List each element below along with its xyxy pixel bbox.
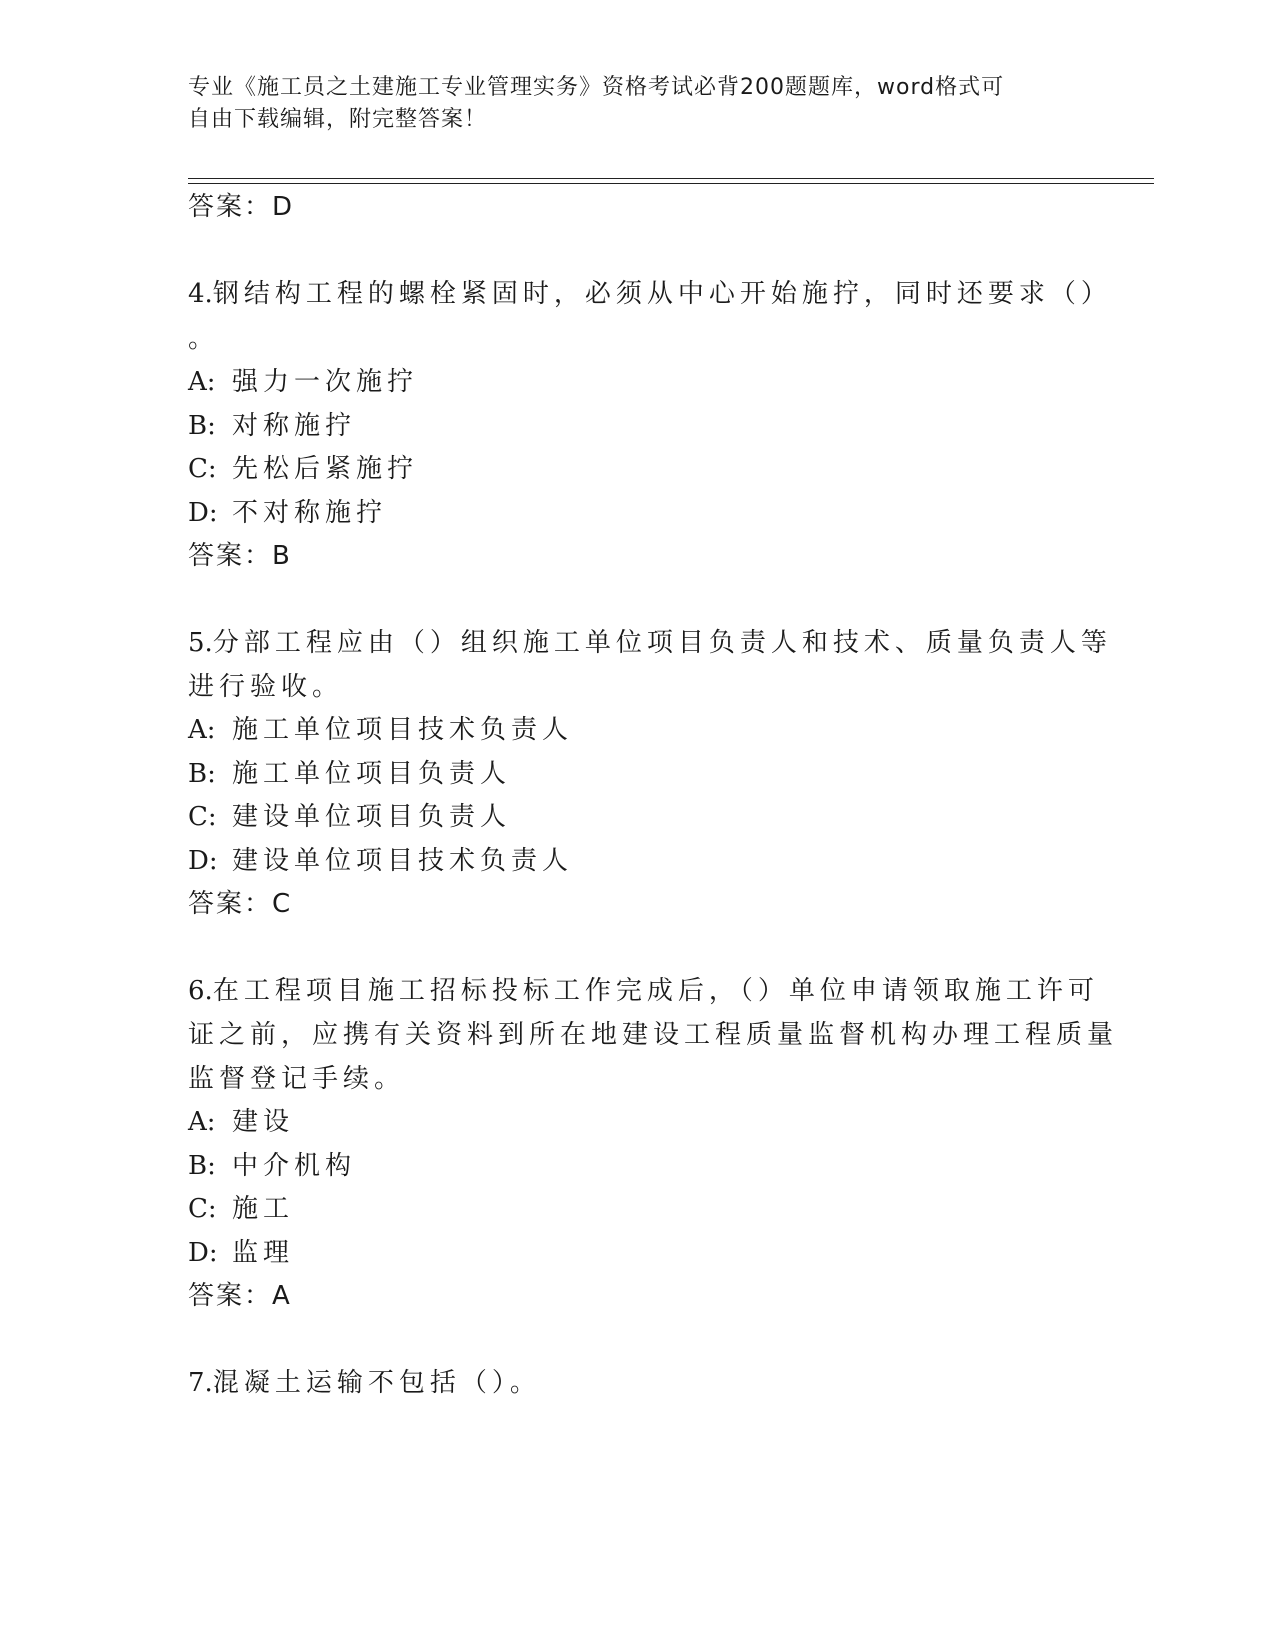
question-6-line-2: 证之前，应携有关资料到所在地建设工程质量监督机构办理工程质量 [188, 1020, 1119, 1050]
option-text: 强力一次施拧 [232, 367, 419, 397]
question-number: 6. [188, 976, 213, 1006]
header-line-2: 自由下载编辑，附完整答案！ [188, 107, 488, 132]
header-divider-bottom [188, 183, 1154, 184]
question-6-option-c [188, 1188, 294, 1225]
option-letter: B: [188, 759, 216, 789]
option-letter: B: [188, 411, 216, 441]
option-letter: B: [188, 1151, 216, 1181]
option-text: 建设单位项目技术负责人 [232, 846, 574, 876]
option-text: 建设单位项目负责人 [232, 802, 512, 832]
question-4-option-c [188, 448, 418, 485]
option-letter: A: [188, 1107, 216, 1137]
question-text: 分部工程应由（）组织施工单位项目负责人和技术、质量负责人等 [212, 628, 1112, 658]
option-letter: A: [188, 367, 216, 397]
option-letter: D: [188, 846, 218, 876]
question-5-option-c [188, 796, 511, 833]
option-text: 施工 [232, 1194, 295, 1224]
question-text: 混凝土运输不包括（）。 [212, 1368, 541, 1398]
question-number: 7. [188, 1368, 213, 1398]
question-4-line-1 [188, 273, 1112, 310]
question-4-line-2: 。 [188, 324, 220, 354]
question-number: 5. [188, 628, 213, 658]
question-4-option-b [188, 405, 356, 442]
option-letter: C: [188, 802, 217, 832]
option-text: 对称施拧 [232, 411, 357, 441]
answer-q6: 答案：A [188, 1281, 292, 1311]
option-text: 不对称施拧 [232, 498, 388, 528]
question-5-line-2: 进行验收。 [188, 672, 344, 702]
option-text: 施工单位项目技术负责人 [232, 715, 574, 745]
header-line-1: 专业《施工员之土建施工专业管理实务》资格考试必背200题题库，word格式可 [188, 75, 1005, 100]
question-6-option-d [188, 1232, 294, 1269]
option-text: 先松后紧施拧 [232, 454, 419, 484]
question-4-option-d [188, 492, 387, 529]
question-7-line-1 [188, 1362, 541, 1399]
question-text: 钢结构工程的螺栓紧固时，必须从中心开始施拧，同时还要求（） [212, 279, 1112, 309]
option-letter: D: [188, 1238, 218, 1268]
option-text: 施工单位项目负责人 [232, 759, 512, 789]
option-letter: C: [188, 454, 217, 484]
question-5-option-d [188, 840, 573, 877]
question-5-option-a [188, 709, 573, 746]
question-6-line-3: 监督登记手续。 [188, 1064, 406, 1094]
option-text: 建设 [232, 1107, 295, 1137]
option-letter: C: [188, 1194, 217, 1224]
answer-q4: 答案：B [188, 541, 292, 571]
answer-q3: 答案：D [188, 192, 295, 222]
header-divider-top [188, 178, 1154, 179]
document-header [188, 72, 1068, 136]
question-number: 4. [188, 279, 213, 309]
option-text: 监理 [232, 1238, 295, 1268]
option-letter: A: [188, 715, 216, 745]
question-6-option-a [188, 1101, 294, 1138]
question-4-option-a [188, 361, 418, 398]
answer-q5: 答案：C [188, 889, 293, 919]
question-6-option-b [188, 1145, 356, 1182]
question-text: 在工程项目施工招标投标工作完成后，（）单位申请领取施工许可 [212, 976, 1099, 1006]
question-6-line-1 [188, 970, 1099, 1007]
option-letter: D: [188, 498, 218, 528]
question-5-line-1 [188, 622, 1112, 659]
option-text: 中介机构 [232, 1151, 357, 1181]
question-5-option-b [188, 753, 511, 790]
